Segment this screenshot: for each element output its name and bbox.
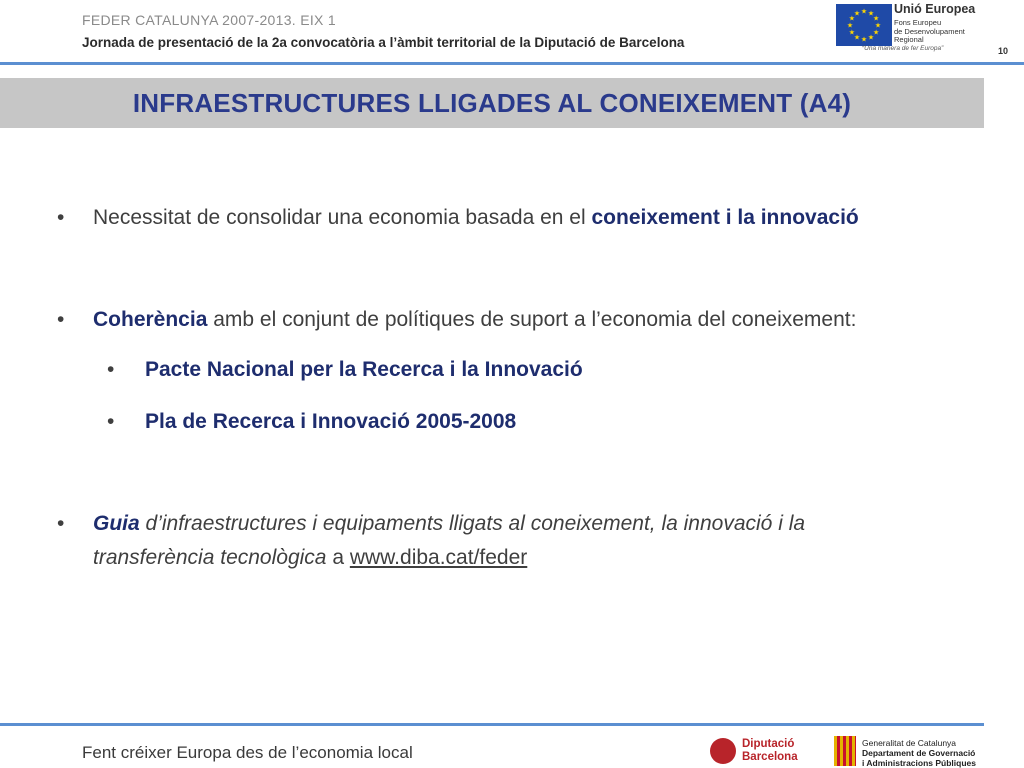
bullet-glyph: • — [107, 410, 115, 433]
page-number: 10 — [998, 46, 1009, 56]
slide-title: INFRAESTRUCTURES LLIGADES AL CONEIXEMENT (A4) — [132, 88, 852, 118]
eu-star-icon: ★ — [853, 34, 861, 42]
bullet-text — [93, 507, 893, 575]
text-segment: Guia — [93, 512, 140, 535]
bullet-text — [93, 303, 973, 337]
generalitat-name — [862, 738, 976, 768]
program-label: FEDER CATALUNYA 2007-2013. EIX 1 — [82, 12, 336, 28]
eu-star-icon: ★ — [867, 10, 875, 18]
eu-star-icon: ★ — [860, 36, 868, 44]
eu-line-3: Regional — [894, 35, 924, 44]
diputacio-name — [742, 738, 798, 764]
footer-slogan: Fent créixer Europa des de l’economia local — [82, 743, 413, 762]
bullet-text — [145, 405, 965, 439]
bullet-text — [93, 201, 973, 235]
text-segment: Pacte Nacional per la Recerca i la Innovació — [145, 358, 583, 381]
diputacio-logo — [708, 736, 808, 768]
text-segment: Coherència — [93, 308, 208, 331]
diputacio-line-2: Barcelona — [742, 751, 798, 763]
generalitat-logo — [834, 736, 994, 768]
eu-star-icon: ★ — [860, 8, 868, 16]
generalitat-line-3: i Administracions Públiques — [862, 758, 976, 768]
bullet-item — [0, 201, 1000, 241]
diputacio-emblem-icon — [710, 738, 736, 764]
eu-star-icon: ★ — [846, 22, 854, 30]
footer-divider — [0, 723, 984, 726]
eu-title: Unió Europea — [894, 2, 976, 16]
senyera-icon — [834, 736, 856, 766]
eu-star-icon: ★ — [848, 29, 856, 37]
guide-link[interactable]: www.diba.cat/feder — [349, 546, 528, 569]
text-segment: amb el conjunt de polítiques de suport a l’economia del coneixement: — [207, 308, 857, 331]
bullet-glyph: • — [107, 358, 115, 381]
eu-star-icon: ★ — [872, 15, 880, 23]
bullet-item — [0, 303, 1000, 343]
diputacio-line-1: Diputació — [742, 738, 795, 750]
eu-star-icon: ★ — [872, 29, 880, 37]
bullet-glyph: • — [57, 308, 65, 331]
eu-line-1: Fons Europeu — [894, 18, 942, 27]
bullet-glyph: • — [57, 206, 65, 229]
sub-bullet-item — [0, 405, 1000, 445]
text-segment: a — [326, 546, 350, 569]
bullet-item — [0, 507, 1000, 587]
sub-bullet-item — [0, 353, 1000, 393]
event-title: Jornada de presentació de la 2a convocatòria a l’àmbit territorial de la Diputació de Barcelona — [82, 35, 685, 50]
bullet-text — [145, 353, 965, 387]
bullet-glyph: • — [57, 512, 65, 535]
generalitat-line-1: Generalitat de Catalunya — [862, 738, 957, 748]
generalitat-line-2: Departament de Governació — [862, 748, 976, 758]
eu-star-icon: ★ — [867, 34, 875, 42]
eu-star-icon: ★ — [874, 22, 882, 30]
eu-star-icon: ★ — [853, 10, 861, 18]
text-segment: d’infraestructures i equipaments lligats al coneixement, la innovació i la transferència tecnològica — [93, 512, 806, 569]
eu-line-2: de Desenvolupament — [894, 26, 965, 36]
text-segment: Necessitat de consolidar una economia basada en el — [93, 206, 592, 229]
text-segment: Pla de Recerca i Innovació 2005-2008 — [145, 410, 517, 433]
eu-star-icon: ★ — [848, 15, 856, 23]
text-segment: coneixement i la innovació — [591, 206, 859, 229]
eu-motto: “Una manera de fer Europa” — [862, 45, 944, 52]
